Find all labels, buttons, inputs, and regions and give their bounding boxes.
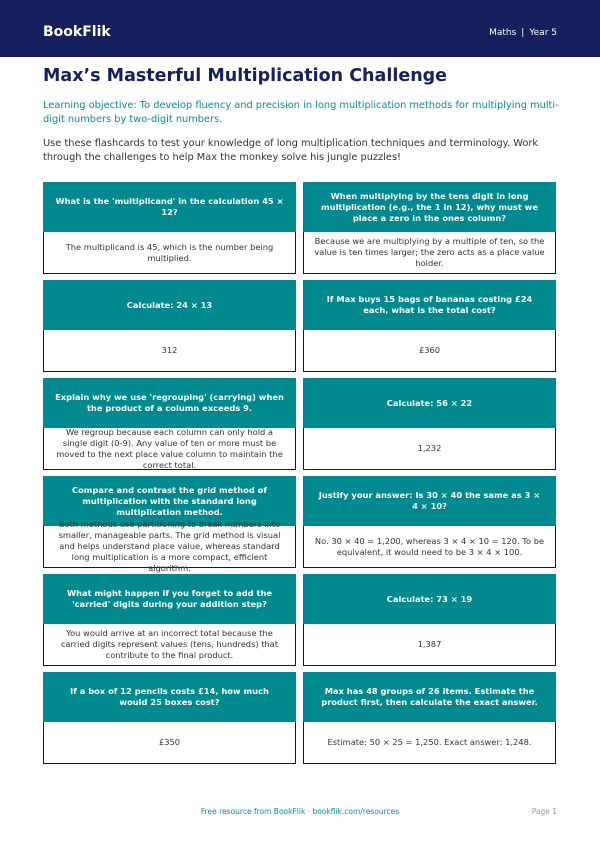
flashcard-answer: The multiplicand is 45, which is the number being multiplied. <box>43 232 296 274</box>
flashcard[interactable] <box>43 378 296 470</box>
breadcrumb-subject[interactable]: Maths <box>489 28 517 38</box>
flashcard-question: What is the 'multiplicand' in the calculation 45 × 12? <box>43 182 296 232</box>
flashcard-question: What might happen if you forget to add the 'carried' digits during your addition step? <box>43 574 296 624</box>
learning-objective: Learning objective: To develop fluency and precision in long multiplication methods for multiplying multi-digit numbers by two-digit numbers. <box>43 100 559 125</box>
breadcrumb-separator: | <box>521 28 525 38</box>
flashcard-grid <box>43 182 556 764</box>
flashcard[interactable] <box>43 672 296 764</box>
flashcard-answer: smaller, manageable parts. The grid method is visual and helps understand place value, whereas standard long multiplication is a more compact, efficient algorithm. <box>43 526 296 568</box>
flashcard-answer: No. 30 × 40 = 1,200, whereas 3 × 4 × 10 = 120. To be equivalent, it would need to be 3 × 4 × 100. <box>303 526 556 568</box>
intro-text: Use these flashcards to test your knowledge of long multiplication techniques and terminology. Work through the challenges to help Max the monkey solve his jungle puzzles! <box>43 138 539 163</box>
flashcard[interactable] <box>303 280 556 372</box>
flashcard-question: If Max buys 15 bags of bananas costing £24 each, what is the total cost? <box>303 280 556 330</box>
flashcard-question: Explain why we use 'regrouping' (carrying) when the product of a column exceeds 9. <box>43 378 296 428</box>
flashcard[interactable] <box>43 280 296 372</box>
flashcard-question: When multiplying by the tens digit in long multiplication (e.g., the 1 in 12), why must we place a zero in the ones column? <box>303 182 556 232</box>
flashcard[interactable] <box>303 672 556 764</box>
flashcard-question: Calculate: 56 × 22 <box>303 378 556 428</box>
breadcrumb-year[interactable]: Year 5 <box>529 28 557 38</box>
flashcard-question: If a box of 12 pencils costs £14, how much would 25 boxes cost? <box>43 672 296 722</box>
flashcard-question: Justify your answer: Is 30 × 40 the same as 3 × 4 × 10? <box>303 476 556 526</box>
flashcard-answer: £350 <box>43 722 296 764</box>
flashcard-question: Compare and contrast the grid method of multiplication with the standard long multiplication method. <box>43 476 296 526</box>
page-title: Max’s Masterful Multiplication Challenge <box>43 66 448 86</box>
footer-text[interactable]: Free resource from BookFlik · bookflik.com/resources <box>200 807 400 816</box>
flashcard-answer: We regroup because each column can only hold a single digit (0-9). Any value of ten or more must be moved to the next place value column to maintain the correct total. <box>43 428 296 470</box>
flashcard-answer: £360 <box>303 330 556 372</box>
flashcard-answer: Because we are multiplying by a multiple of ten, so the value is ten times larger; the zero acts as a place value holder. <box>303 232 556 274</box>
flashcard-question: Calculate: 73 × 19 <box>303 574 556 624</box>
flashcard[interactable] <box>43 476 296 573</box>
flashcard-answer: 1,232 <box>303 428 556 470</box>
flashcard[interactable] <box>303 378 556 470</box>
top-bar <box>0 0 600 57</box>
flashcard[interactable] <box>43 574 296 666</box>
flashcard-answer: 1,387 <box>303 624 556 666</box>
flashcard-answer: Estimate: 50 × 25 = 1,250. Exact answer: 1,248. <box>303 722 556 764</box>
flashcard-answer: 312 <box>43 330 296 372</box>
page-number: Page 1 <box>531 807 557 816</box>
breadcrumb <box>489 27 557 39</box>
flashcard-answer: You would arrive at an incorrect total because the carried digits represent values (tens, hundreds) that contribute to the final product. <box>43 624 296 666</box>
flashcard-question: Max has 48 groups of 26 items. Estimate the product first, then calculate the exact answer. <box>303 672 556 722</box>
flashcard[interactable] <box>303 574 556 666</box>
flashcard-question: Calculate: 24 × 13 <box>43 280 296 330</box>
flashcard[interactable] <box>303 182 556 274</box>
brand-logo[interactable]: BookFlik <box>43 24 111 40</box>
flashcard[interactable] <box>43 182 296 274</box>
flashcard[interactable] <box>303 476 556 568</box>
